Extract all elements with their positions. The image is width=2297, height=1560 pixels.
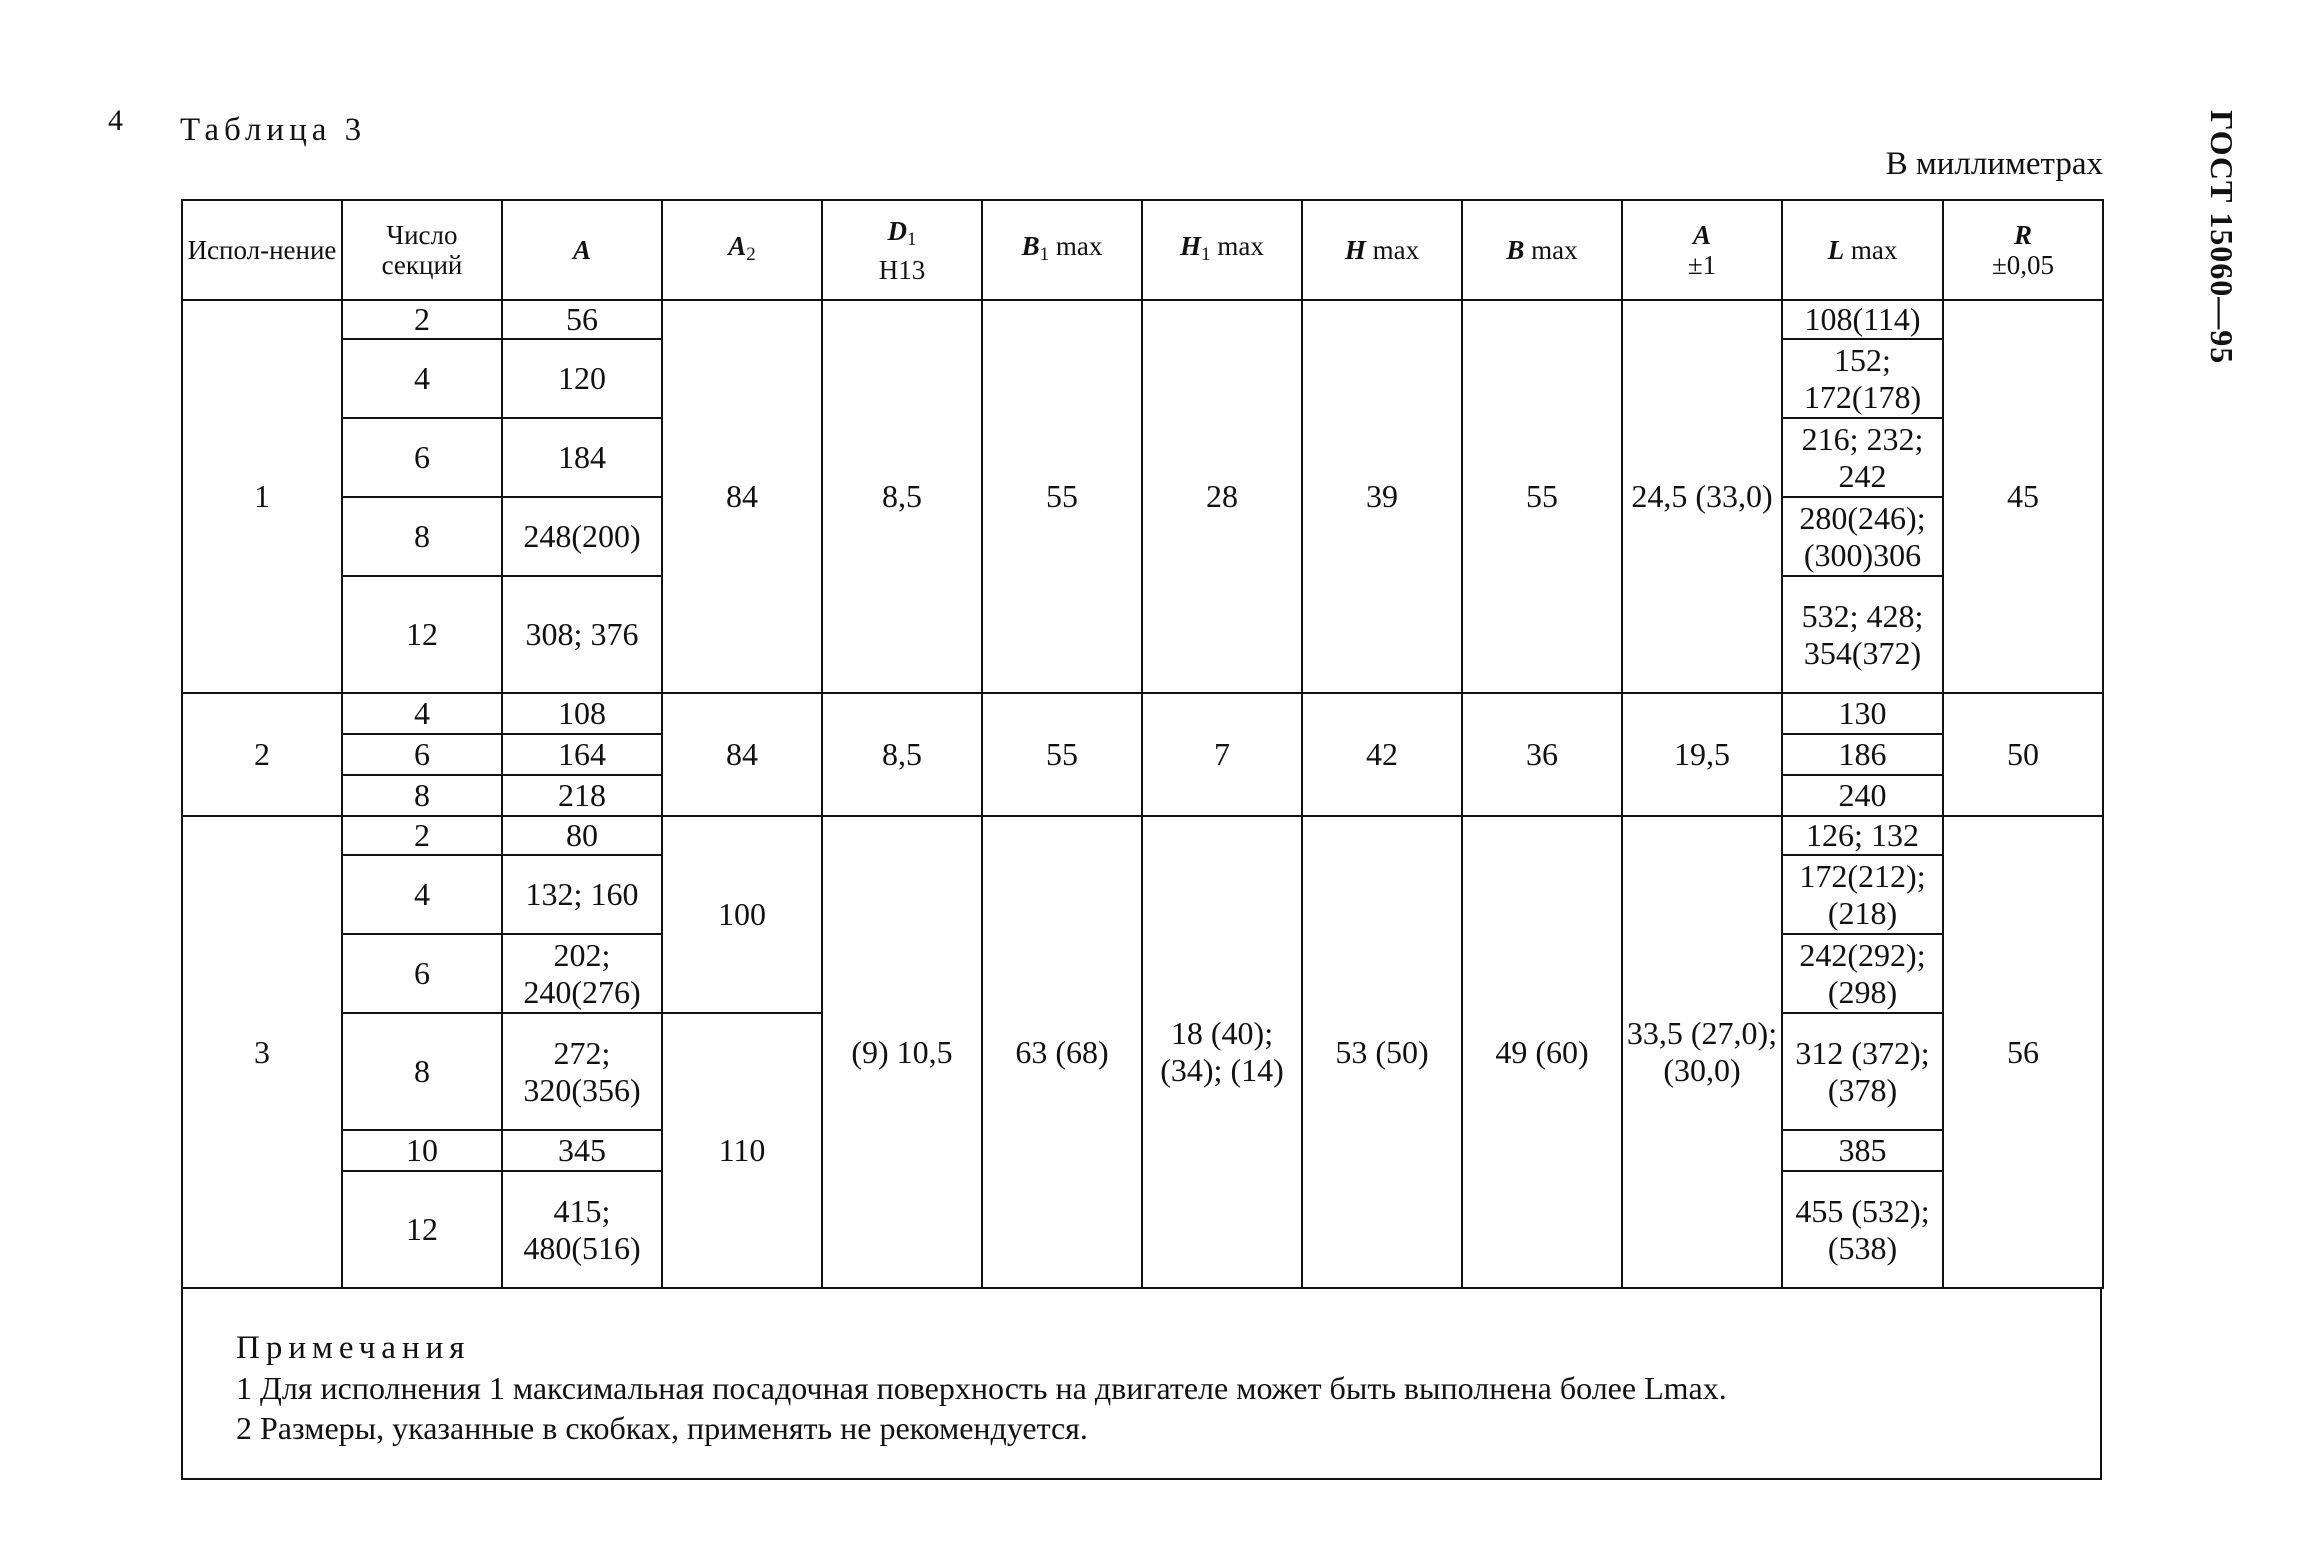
header-l-symbol: L [1827, 235, 1845, 265]
table-row [182, 693, 2103, 734]
cell-sections: 2 [342, 816, 502, 855]
note-item: 1 Для исполнения 1 максимальная посадочная поверхность на двигателе может быть выполнена более Lmax. [236, 1370, 1727, 1406]
header-a2-symbol: A [728, 230, 747, 261]
cell-a: 56 [502, 300, 662, 339]
cell-l: 186 [1782, 734, 1943, 775]
header-h-suffix: max [1372, 235, 1420, 265]
header-d1-symbol: D [887, 215, 907, 246]
header-r [1943, 200, 2103, 300]
cell-l: 108(114) [1782, 300, 1943, 339]
cell-b1: 55 [982, 693, 1142, 816]
cell-l: 240 [1782, 775, 1943, 816]
header-b-suffix: max [1531, 235, 1578, 265]
cell-sections: 4 [342, 855, 502, 934]
header-a-tolerance [1622, 200, 1782, 300]
cell-a: 132; 160 [502, 855, 662, 934]
header-a-symbol: A [572, 235, 591, 265]
cell-l: 152; 172(178) [1782, 339, 1943, 418]
cell-r: 56 [1943, 816, 2103, 1288]
cell-sections: 12 [342, 1171, 502, 1288]
header-h1-suffix: max [1217, 230, 1264, 261]
cell-sections: 4 [342, 339, 502, 418]
dimensions-table [181, 199, 2104, 1289]
header-a-tol-symbol: A [1692, 220, 1711, 250]
cell-a: 308; 376 [502, 576, 662, 693]
header-l [1782, 200, 1943, 300]
cell-a: 108 [502, 693, 662, 734]
cell-sections: 2 [342, 300, 502, 339]
cell-sections: 6 [342, 418, 502, 497]
cell-d1: (9) 10,5 [822, 816, 982, 1288]
cell-a: 120 [502, 339, 662, 418]
cell-l: 280(246); (300)306 [1782, 497, 1943, 576]
header-d1-subscript: 1 [907, 228, 917, 250]
cell-l: 126; 132 [1782, 816, 1943, 855]
cell-b1: 63 (68) [982, 816, 1142, 1288]
cell-a: 80 [502, 816, 662, 855]
cell-h1: 7 [1142, 693, 1302, 816]
header-a2 [662, 200, 822, 300]
cell-ispolnenie: 3 [182, 816, 342, 1288]
notes-title: Примечания [236, 1330, 471, 1366]
cell-a: 415; 480(516) [502, 1171, 662, 1288]
cell-a2: 84 [662, 300, 822, 693]
header-a2-subscript: 2 [746, 243, 756, 265]
page-number: 4 [108, 104, 123, 137]
header-r-symbol: R [2013, 220, 2032, 250]
cell-h: 42 [1302, 693, 1462, 816]
header-a [502, 200, 662, 300]
header-sections [342, 200, 502, 300]
cell-l: 455 (532); (538) [1782, 1171, 1943, 1288]
header-row [182, 200, 2103, 300]
cell-l: 385 [1782, 1130, 1943, 1171]
cell-a: 164 [502, 734, 662, 775]
cell-h: 53 (50) [1302, 816, 1462, 1288]
cell-l: 130 [1782, 693, 1943, 734]
note-item: 2 Размеры, указанные в скобках, применять не рекомендуется. [236, 1410, 1088, 1446]
cell-sections: 4 [342, 693, 502, 734]
cell-b: 49 (60) [1462, 816, 1622, 1288]
cell-h: 39 [1302, 300, 1462, 693]
table-body [182, 300, 2103, 1288]
header-ispolnenie-label: Испол-нение [187, 235, 337, 265]
header-h-symbol: H [1344, 235, 1366, 265]
header-r-tolerance: ±0,05 [1991, 250, 2055, 280]
cell-b: 55 [1462, 300, 1622, 693]
cell-b1: 55 [982, 300, 1142, 693]
header-b1 [982, 200, 1142, 300]
header-b1-suffix: max [1055, 230, 1103, 261]
cell-b: 36 [1462, 693, 1622, 816]
cell-sections: 6 [342, 734, 502, 775]
header-l-suffix: max [1850, 235, 1898, 265]
cell-sections: 8 [342, 1013, 502, 1130]
cell-l: 216; 232; 242 [1782, 418, 1943, 497]
cell-l: 242(292); (298) [1782, 934, 1943, 1013]
header-h1-subscript: 1 [1201, 243, 1211, 265]
cell-l: 312 (372); (378) [1782, 1013, 1943, 1130]
cell-sections: 6 [342, 934, 502, 1013]
cell-sections: 8 [342, 775, 502, 816]
cell-a2: 100 [662, 816, 822, 1013]
cell-a2: 110 [662, 1013, 822, 1288]
cell-r: 45 [1943, 300, 2103, 693]
header-ispolnenie [182, 200, 342, 300]
cell-h1: 18 (40); (34); (14) [1142, 816, 1302, 1288]
table-caption: Таблица 3 [180, 112, 367, 148]
cell-a-tol: 33,5 (27,0); (30,0) [1622, 816, 1782, 1288]
cell-a2: 84 [662, 693, 822, 816]
header-b1-symbol: B [1021, 230, 1040, 261]
cell-ispolnenie: 1 [182, 300, 342, 693]
cell-sections: 10 [342, 1130, 502, 1171]
cell-r: 50 [1943, 693, 2103, 816]
header-d1 [822, 200, 982, 300]
cell-l: 532; 428; 354(372) [1782, 576, 1943, 693]
header-h1 [1142, 200, 1302, 300]
cell-a: 184 [502, 418, 662, 497]
units-label: В миллиметрах [1885, 146, 2103, 182]
cell-l: 172(212); (218) [1782, 855, 1943, 934]
header-a-tol-value: ±1 [1687, 250, 1717, 280]
table-row [182, 816, 2103, 855]
header-sections-label: Число секций [381, 220, 463, 280]
header-b [1462, 200, 1622, 300]
cell-a-tol: 24,5 (33,0) [1622, 300, 1782, 693]
cell-sections: 8 [342, 497, 502, 576]
cell-a: 202; 240(276) [502, 934, 662, 1013]
cell-a: 218 [502, 775, 662, 816]
cell-ispolnenie: 2 [182, 693, 342, 816]
table-row [182, 300, 2103, 339]
cell-a-tol: 19,5 [1622, 693, 1782, 816]
cell-a: 345 [502, 1130, 662, 1171]
cell-d1: 8,5 [822, 300, 982, 693]
cell-a: 248(200) [502, 497, 662, 576]
cell-sections: 12 [342, 576, 502, 693]
gost-designation: ГОСТ 15060—95 [2204, 110, 2240, 365]
header-h [1302, 200, 1462, 300]
header-b-symbol: B [1506, 235, 1525, 265]
cell-h1: 28 [1142, 300, 1302, 693]
cell-a: 272; 320(356) [502, 1013, 662, 1130]
cell-d1: 8,5 [822, 693, 982, 816]
header-d1-tolerance: H13 [878, 254, 926, 285]
header-h1-symbol: H [1180, 230, 1202, 261]
header-b1-subscript: 1 [1039, 243, 1050, 265]
